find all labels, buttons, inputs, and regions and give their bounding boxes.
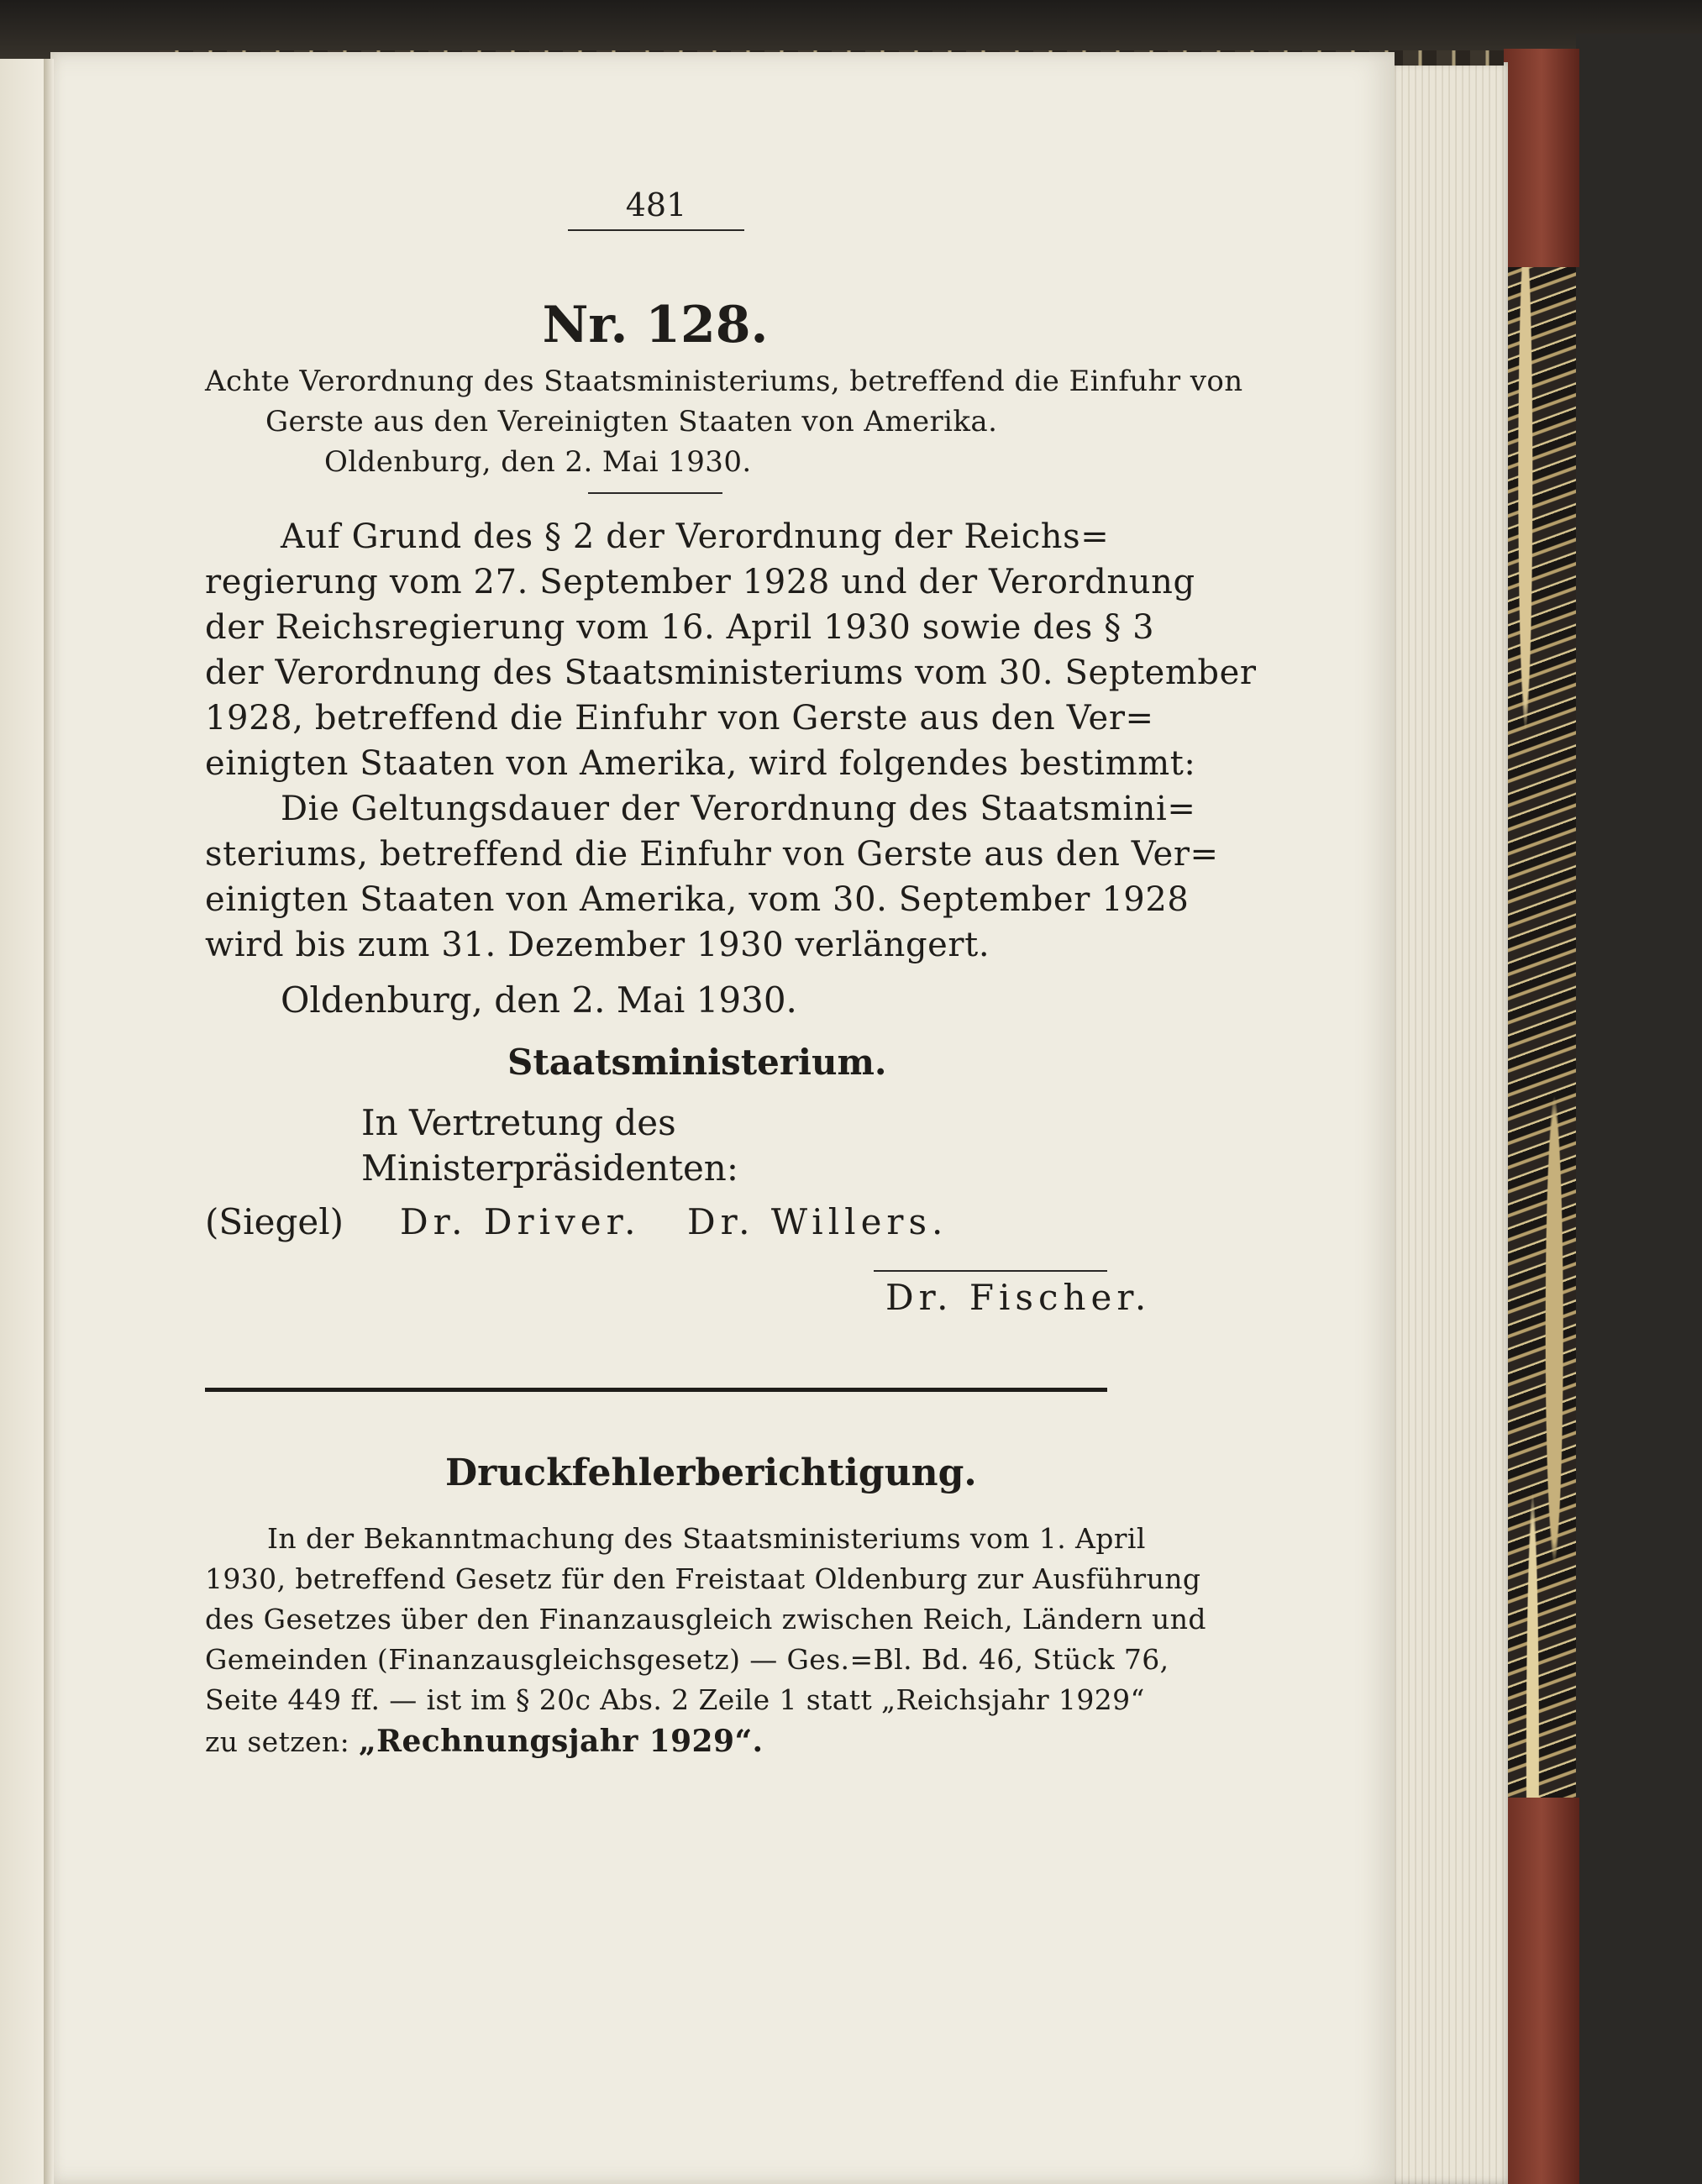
page-edges (1390, 62, 1508, 2184)
body-line: Die Geltungsdauer der Verordnung des Staatsmini= (281, 790, 1196, 828)
body-line: regierung vom 27. September 1928 und der Verordnung (205, 563, 1195, 601)
intro-line: Gerste aus den Vereinigten Staaten von Amerika. (265, 405, 998, 438)
representation-line: In Vertretung des (361, 1102, 676, 1143)
body-line: der Reichsregierung vom 16. April 1930 sowie des § 3 (205, 608, 1155, 647)
place-date: Oldenburg, den 2. Mai 1930. (281, 979, 797, 1021)
erratum-line: 1930, betreffend Gesetz für den Freistaat Oldenburg zur Ausführung (205, 1562, 1201, 1595)
erratum-line: Seite 449 ff. — ist im § 20c Abs. 2 Zeile 1 statt „Reichsjahr 1929“ (205, 1683, 1145, 1716)
ministry-name: Staatsministerium. (507, 1042, 887, 1083)
signature-willers: Dr. Willers. (687, 1201, 948, 1242)
intro-date: Oldenburg, den 2. Mai 1930. (324, 445, 752, 479)
body-line: der Verordnung des Staatsministeriums vom 30. September (205, 654, 1257, 692)
ordinance-number: Nr. 128. (542, 296, 769, 354)
leather-corner-top (1504, 49, 1579, 267)
section-divider (205, 1388, 1107, 1392)
body-line: steriums, betreffend die Einfuhr von Gerste aus den Ver= (205, 835, 1219, 874)
signature-driver: Dr. Driver. (400, 1201, 641, 1242)
erratum-correction: „Rechnungsjahr 1929“. (359, 1724, 764, 1759)
leather-corner-bottom (1504, 1798, 1579, 2184)
body-line: wird bis zum 31. Dezember 1930 verlängert. (205, 926, 990, 964)
book-cover-right (1576, 34, 1702, 2184)
erratum-last-prefix: zu setzen: (205, 1725, 360, 1758)
seal-label: (Siegel) (205, 1201, 344, 1242)
body-line: Auf Grund des § 2 der Verordnung der Reichs= (281, 517, 1110, 556)
intro-line: Achte Verordnung des Staatsministeriums, betreffend die Einfuhr von (205, 365, 1243, 398)
erratum-line: Gemeinden (Finanzausgleichsgesetz) — Ges.=Bl. Bd. 46, Stück 76, (205, 1643, 1169, 1676)
erratum-line: In der Bekanntmachung des Staatsministeriums vom 1. April (267, 1522, 1146, 1555)
representation-line: Ministerpräsidenten: (361, 1147, 738, 1189)
page-number: 481 (625, 186, 687, 223)
signature-fischer: Dr. Fischer. (885, 1277, 1152, 1318)
section-rule (588, 492, 722, 494)
gutter (44, 59, 54, 2184)
body-line: einigten Staaten von Amerika, vom 30. September 1928 (205, 880, 1190, 919)
facing-page (0, 59, 50, 2184)
erratum-line: des Gesetzes über den Finanzausgleich zwischen Reich, Ländern und (205, 1603, 1206, 1635)
body-line: 1928, betreffend die Einfuhr von Gerste aus den Ver= (205, 699, 1154, 738)
signature-rule (874, 1270, 1107, 1272)
page-number-rule (568, 229, 744, 231)
body-line: einigten Staaten von Amerika, wird folgendes bestimmt: (205, 744, 1196, 783)
erratum-last-line (205, 1724, 764, 1759)
erratum-title: Druckfehlerberichtigung. (445, 1452, 977, 1494)
